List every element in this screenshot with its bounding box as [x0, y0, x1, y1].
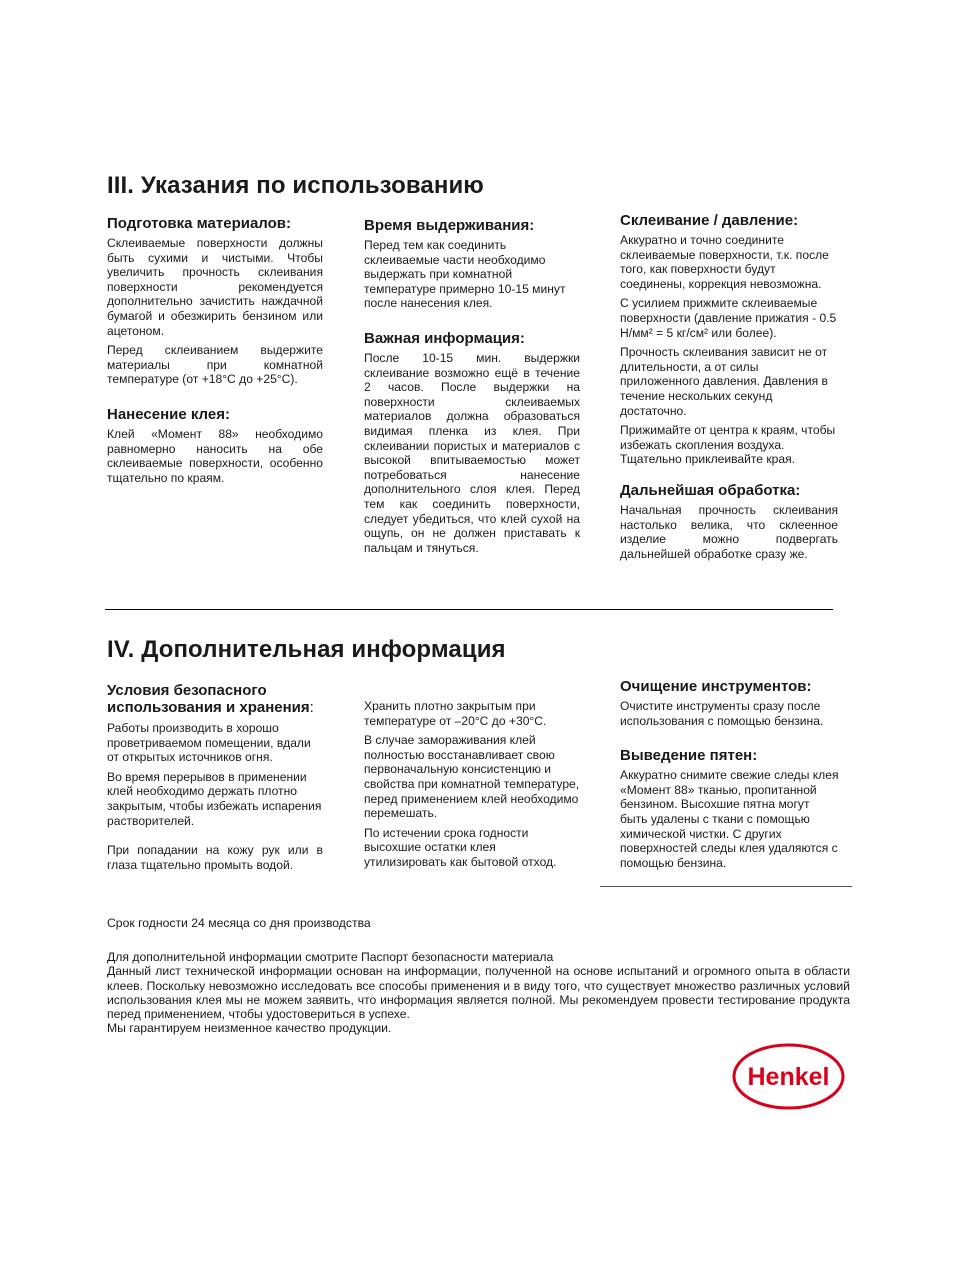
safe-use-heading-colon: : [309, 699, 314, 716]
preparation-heading: Подготовка материалов: [107, 215, 292, 232]
bonding-pressure-heading: Склеивание / давление: [620, 212, 799, 229]
section-divider [105, 609, 833, 610]
tool-cleaning-heading: Очищение инструментов: [620, 678, 812, 695]
further-processing-heading: Дальнейшая обработка: [620, 481, 801, 499]
waiting-time-heading: Время выдерживания: [364, 217, 535, 234]
bonding-pressure-text-3: Прочность склеивания зависит не от длительности, а от силы приложенного давления. Давления в течение нескольких секунд достаточно. [620, 345, 828, 418]
footer-divider [600, 886, 852, 887]
important-info-heading: Важная информация: [364, 329, 525, 347]
application-heading: Нанесение клея: [107, 405, 230, 423]
bonding-pressure-text-1: Аккуратно и точно соедините склеиваемые поверхности, т.к. после того, как поверхности будут соединены, коррекция невозможна. [620, 233, 829, 291]
section-4-column-2 [364, 699, 580, 875]
application-text: Клей «Момент 88» необходимо равномерно наносить на обе склеиваемые поверхности, особенно тщательно по краям. [107, 426, 323, 485]
preparation-text-2: Перед склеиванием выдержите материалы при комнатной температуре (от +18°C до +25°C). [107, 343, 323, 387]
bonding-pressure-text-2: С усилием прижмите склеиваемые поверхности (давление прижатия - 0.5 Н/мм² = 5 кг/см² или более). [620, 296, 837, 340]
safety-text-2: Во время перерывов в применении клей необходимо держать плотно закрытым, чтобы избежать испарения растворителей. [107, 769, 322, 828]
storage-text-1: Хранить плотно закрытым при температуре от –20°C до +30°C. [364, 699, 547, 728]
safe-use-storage-heading [107, 682, 323, 716]
henkel-logo [732, 1043, 845, 1110]
disclaimer-text: Данный лист технической информации основан на информации, полученной на основе испытаний и огромного опыта в области клеев. Поскольку невозможно исследовать все способы применения и в виду того, что существует множество различных условий использования клея мы не можем заявить, что информация является полной. Мы рекомендуем провести тестирование продукта перед применением, чтобы удостовериться в успехе. [107, 964, 850, 1022]
section-4-column-3 [620, 678, 840, 875]
section-4-title: IV. Дополнительная информация [107, 636, 506, 663]
section-4-column-1 [107, 682, 323, 877]
storage-text-3: По истечении срока годности высохшие остатки клея утилизировать как бытовой отход. [364, 825, 557, 869]
section-3-title: III. Указания по использованию [107, 172, 484, 199]
preparation-text-1: Склеиваемые поверхности должны быть сухими и чистыми. Чтобы увеличить прочность склеивания поверхности рекомендуется дополнительно зачистить наждачной бумагой и обезжирить бензином или ацетоном. [107, 236, 323, 338]
section-3-column-3 [620, 212, 838, 566]
safe-use-heading-line-2: использования и хранения [107, 699, 310, 716]
tool-cleaning-text: Очистите инструменты сразу после использования с помощью бензина. [620, 699, 824, 728]
safety-text-1: Работы производить в хорошо проветриваемом помещении, вдали от открытых источников огня. [107, 721, 311, 765]
bonding-pressure-text-4: Прижимайте от центра к краям, чтобы избежать скопления воздуха. Тщательно приклеивайте края. [620, 423, 836, 467]
further-processing-text: Начальная прочность склеивания настолько велика, что склеенное изделие можно подвергать дальнейшей обработке сразу же. [620, 502, 838, 561]
footer-notes [107, 916, 850, 1035]
waiting-time-text: Перед тем как соединить склеиваемые части необходимо выдержать при комнатной температуре примерно 10-15 минут после нанесения клея. [364, 238, 566, 311]
safety-text-3: При попадании на кожу рук или в глаза тщательно промыть водой. [107, 843, 323, 872]
section-3-column-2 [364, 217, 580, 560]
stain-removal-heading: Выведение пятен: [620, 747, 758, 765]
quality-guarantee-text: Мы гарантируем неизменное качество продукции. [107, 1021, 392, 1036]
storage-text-2: В случае замораживания клей полностью восстанавливает свою первоначальную консистенцию и свойства при комнатной температуре, перед применением клей необходимо перемешать. [364, 733, 580, 821]
safe-use-heading-line-1: Условия безопасного [107, 682, 267, 699]
henkel-logo-text: Henkel [747, 1063, 830, 1091]
more-info-text: Для дополнительной информации смотрите Паспорт безопасности материала [107, 950, 554, 965]
stain-removal-text: Аккуратно снимите свежие следы клея «Момент 88» тканью, пропитанной бензином. Высохшие пятна могут быть удалены с ткани с помощью химической чистки. С других поверхностей следы клея удаляются с помощью бензина. [620, 768, 839, 870]
important-info-text: После 10-15 мин. выдержки склеивание возможно ещё в течение 2 часов. После выдержки на поверхности склеиваемых материалов должна образоваться видимая пленка из клея. При склеивании пористых и материалов с высокой впитываемостью может потребоваться нанесение дополнительного слоя клея. Перед тем как соединить поверхности, следует убедиться, что клей сухой на ощупь, он не должен приставать к пальцам и тянуться. [364, 350, 580, 555]
shelf-life-text: Срок годности 24 месяца со дня производства [107, 916, 371, 930]
section-3-column-1 [107, 215, 323, 490]
